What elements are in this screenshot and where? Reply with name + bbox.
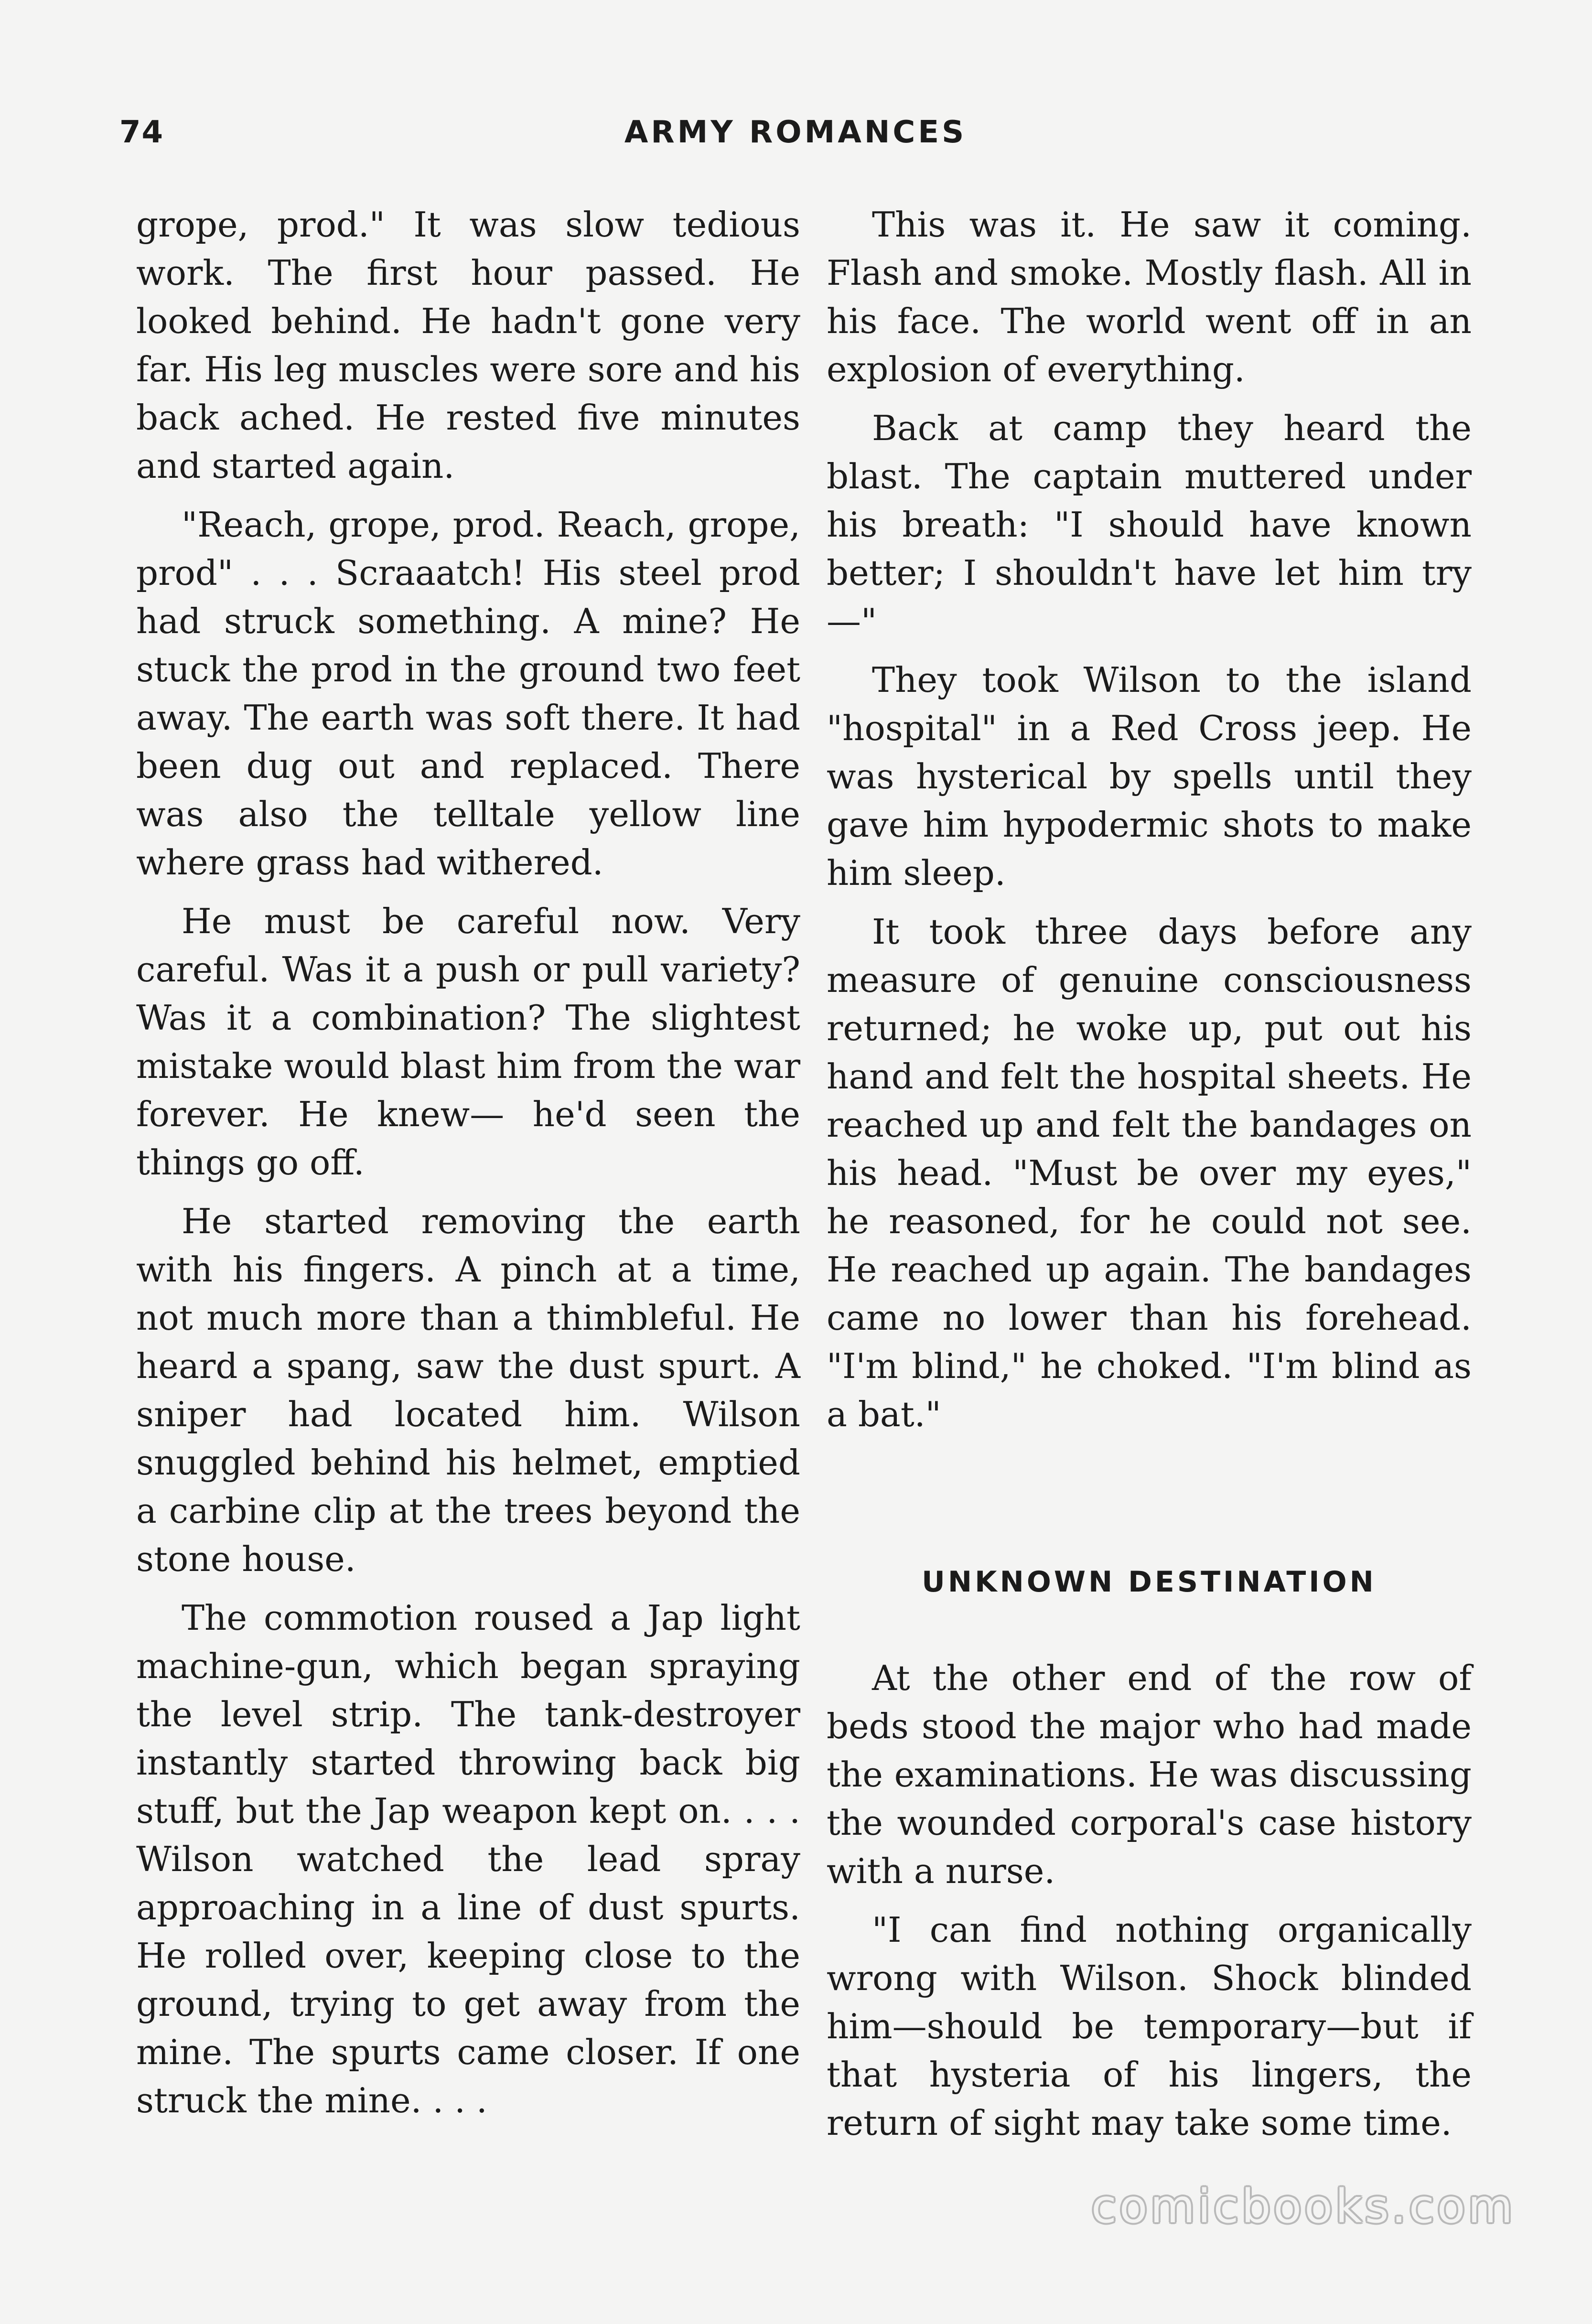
paragraph: Back at camp they heard the blast. The captain muttered under his breath: "I should have known better; I shouldn't have let him try—" bbox=[827, 408, 1472, 641]
paragraph: "Reach, grope, prod. Reach, grope, prod" . . . Scraaatch! His steel prod had struck something. A mine? He stuck the prod in the ground two feet away. The earth was soft there. It had been dug out and replaced. There was also the telltale yellow line where grass had withered. bbox=[136, 505, 800, 882]
page-number: 74 bbox=[119, 115, 164, 150]
page-header bbox=[119, 115, 1472, 158]
running-title: ARMY ROMANCES bbox=[624, 115, 967, 150]
paragraph: At the other end of the row of beds stood the major who had made the examinations. He was discussing the wounded corporal's case history with a nurse. bbox=[827, 1658, 1472, 1891]
paragraph: grope, prod." It was slow tedious work. The first hour passed. He looked behind. He hadn't gone very far. His leg muscles were sore and his back ached. He rested five minutes and started again. bbox=[136, 204, 800, 486]
paragraph: The commotion roused a Jap light machine-gun, which began spraying the level strip. The tank-destroyer instantly started throwing back big stuff, but the Jap weapon kept on. . . . Wilson watched the lead spray approaching in a line of dust spurts. He rolled over, keeping close to the ground, trying to get away from the mine. The spurts came closer. If one struck the mine. . . . bbox=[136, 1598, 800, 2120]
section-heading: UNKNOWN DESTINATION bbox=[922, 1565, 1377, 1599]
paragraph: They took Wilson to the island "hospital" in a Red Cross jeep. He was hysterical by spells until they gave him hypodermic shots to make him sleep. bbox=[827, 660, 1472, 893]
paragraph: He must be careful now. Very careful. Was it a push or pull variety? Was it a combination? The slightest mistake would blast him from the war forever. He knew— he'd seen the things go off. bbox=[136, 901, 800, 1183]
paragraph: "I can find nothing organically wrong with Wilson. Shock blinded him—should be temporary—but if that hysteria of his lingers, the return of sight may take some time. bbox=[827, 1910, 1472, 2143]
paragraph: This was it. He saw it coming. Flash and smoke. Mostly flash. All in his face. The world went off in an explosion of everything. bbox=[827, 204, 1472, 389]
right-column bbox=[827, 201, 1472, 2158]
left-column bbox=[136, 201, 800, 2135]
paragraph: He started removing the earth with his fingers. A pinch at a time, not much more than a thimbleful. He heard a spang, saw the dust spurt. A sniper had located him. Wilson snuggled behind his helmet, emptied a carbine clip at the trees beyond the stone house. bbox=[136, 1201, 800, 1579]
paragraph: It took three days before any measure of genuine consciousness returned; he woke up, put out his hand and felt the hospital sheets. He reached up and felt the bandages on his head. "Must be over my eyes," he reasoned, for he could not see. He reached up again. The bandages came no lower than his forehead. "I'm blind," he choked. "I'm blind as a bat." bbox=[827, 912, 1472, 1434]
watermark-text: comicbooks.com bbox=[1091, 2180, 1516, 2233]
